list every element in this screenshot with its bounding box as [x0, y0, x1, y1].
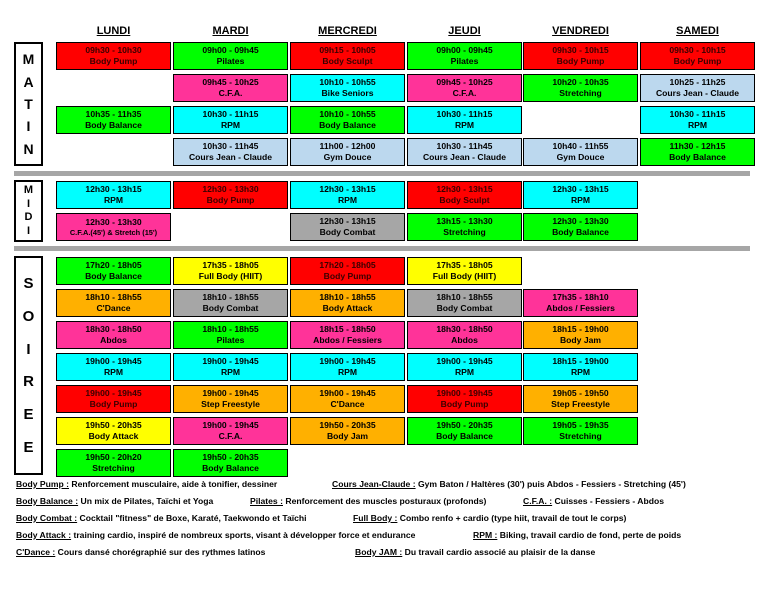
class-time: 19h00 - 19h45: [319, 356, 376, 367]
class-slot: [56, 213, 171, 241]
legend-description: Cours dansé chorégraphié sur des rythmes latinos: [55, 547, 266, 557]
legend-entry: [16, 513, 307, 523]
legend-entry: [523, 496, 664, 506]
class-time: 17h20 - 18h05: [319, 260, 376, 271]
class-slot: [173, 385, 288, 413]
class-slot: [640, 106, 755, 134]
class-time: 18h10 - 18h55: [319, 292, 376, 303]
class-slot: [173, 106, 288, 134]
class-name: Cours Jean - Claude: [655, 88, 740, 98]
class-slot: [173, 138, 288, 166]
class-time: 18h10 - 18h55: [436, 292, 493, 303]
class-slot: [290, 106, 405, 134]
class-name: C.F.A.: [218, 431, 243, 441]
class-slot: [407, 321, 522, 349]
class-slot: [56, 42, 171, 70]
class-name: C.F.A.: [218, 88, 243, 98]
legend-description: Biking, travail cardio de fond, perte de poids: [497, 530, 682, 540]
section-letter: E: [23, 406, 34, 424]
class-name: RPM: [687, 120, 708, 130]
class-slot: [56, 353, 171, 381]
class-slot: [56, 385, 171, 413]
class-time: 10h10 - 10h55: [319, 77, 376, 88]
class-time: 09h45 - 10h25: [202, 77, 259, 88]
legend-entry: [16, 496, 213, 506]
class-name: Body Balance: [85, 271, 142, 281]
class-time: 18h10 - 18h55: [85, 292, 142, 303]
class-name: Body Jam: [559, 335, 602, 345]
class-time: 10h30 - 11h15: [436, 109, 493, 120]
class-slot: [173, 321, 288, 349]
class-time: 19h00 - 19h45: [202, 388, 259, 399]
section-label-midi: [14, 180, 43, 242]
class-slot: [523, 74, 638, 102]
class-slot: [407, 42, 522, 70]
class-time: 09h30 - 10h30: [85, 45, 142, 56]
class-time: 12h30 - 13h15: [319, 184, 376, 195]
legend-description: training cardio, inspiré de nombreux sports, visant à développer force et endurance: [71, 530, 416, 540]
class-time: 18h15 - 19h00: [552, 324, 609, 335]
section-letter: D: [24, 211, 33, 224]
legend-description: Renforcement musculaire, aide à tonifier, dessiner: [69, 479, 278, 489]
class-time: 18h30 - 18h50: [85, 324, 142, 335]
class-time: 19h05 - 19h35: [552, 420, 609, 431]
class-name: RPM: [103, 367, 124, 377]
class-time: 19h50 - 20h20: [85, 452, 142, 463]
class-time: 18h30 - 18h50: [436, 324, 493, 335]
legend-term: Full Body :: [353, 513, 398, 523]
class-name: Stretching: [559, 88, 602, 98]
class-time: 17h35 - 18h10: [552, 292, 609, 303]
class-name: Body Balance: [552, 227, 609, 237]
class-slot: [640, 42, 755, 70]
class-name: Body Balance: [85, 120, 142, 130]
class-time: 19h50 - 20h35: [436, 420, 493, 431]
section-letter: O: [22, 307, 35, 325]
class-name: RPM: [570, 367, 591, 377]
day-header-jeudi: JEUDI: [448, 25, 481, 37]
class-name: RPM: [220, 367, 241, 377]
section-letter: S: [23, 274, 34, 292]
class-slot: [56, 289, 171, 317]
class-slot: [407, 213, 522, 241]
class-name: RPM: [337, 195, 358, 205]
section-letter: M: [22, 51, 35, 68]
legend-term: Pilates :: [250, 496, 283, 506]
class-name: Step Freestyle: [201, 399, 260, 409]
day-header-mercredi: MERCREDI: [318, 25, 377, 37]
class-slot: [407, 289, 522, 317]
class-name: RPM: [220, 120, 241, 130]
class-time: 19h50 - 20h35: [319, 420, 376, 431]
class-slot: [407, 257, 522, 285]
class-name: Body Balance: [202, 463, 259, 473]
class-name: Body Pump: [323, 271, 372, 281]
legend-description: Renforcement des muscles posturaux (profonds): [282, 496, 487, 506]
class-time: 09h30 - 10h15: [552, 45, 609, 56]
day-header-samedi: SAMEDI: [676, 25, 719, 37]
legend-entry: [332, 479, 686, 489]
class-time: 11h00 - 12h00: [319, 141, 376, 152]
class-time: 17h35 - 18h05: [436, 260, 493, 271]
legend-term: Body Combat :: [16, 513, 78, 523]
class-time: 09h15 - 10h05: [319, 45, 376, 56]
class-name: Body Sculpt: [439, 195, 490, 205]
class-time: 19h00 - 19h45: [85, 388, 142, 399]
class-time: 19h50 - 20h35: [85, 420, 142, 431]
class-name: Pilates: [450, 56, 479, 66]
class-time: 09h45 - 10h25: [436, 77, 493, 88]
class-slot: [290, 181, 405, 209]
class-time: 11h30 - 12h15: [669, 141, 726, 152]
class-name: Body Attack: [322, 303, 373, 313]
class-slot: [290, 353, 405, 381]
class-name: Gym Douce: [556, 152, 605, 162]
class-name: Abdos: [100, 335, 127, 345]
class-name: Stretching: [559, 431, 602, 441]
legend-term: C'Dance :: [16, 547, 56, 557]
class-slot: [290, 213, 405, 241]
section-separator: [14, 171, 750, 176]
class-time: 18h10 - 18h55: [202, 324, 259, 335]
class-slot: [290, 385, 405, 413]
class-name: Abdos: [451, 335, 478, 345]
class-time: 10h30 - 11h15: [669, 109, 726, 120]
class-slot: [523, 138, 638, 166]
class-slot: [407, 74, 522, 102]
class-slot: [56, 321, 171, 349]
class-slot: [56, 449, 171, 477]
class-slot: [523, 353, 638, 381]
class-time: 19h00 - 19h45: [436, 356, 493, 367]
legend-term: C.F.A. :: [523, 496, 553, 506]
class-name: Stretching: [92, 463, 135, 473]
class-name: Body Attack: [88, 431, 139, 441]
class-time: 12h30 - 13h30: [552, 216, 609, 227]
class-slot: [407, 181, 522, 209]
class-slot: [173, 417, 288, 445]
class-slot: [640, 74, 755, 102]
class-name: Body Pump: [206, 195, 255, 205]
class-time: 13h15 - 13h30: [436, 216, 493, 227]
class-slot: [407, 138, 522, 166]
class-name: Body Combat: [436, 303, 493, 313]
class-time: 19h00 - 19h45: [202, 356, 259, 367]
class-slot: [290, 42, 405, 70]
class-slot: [290, 138, 405, 166]
legend-entry: [250, 496, 486, 506]
section-letter: E: [23, 439, 34, 457]
class-name: RPM: [454, 120, 475, 130]
class-name: RPM: [337, 367, 358, 377]
class-name: C'Dance: [96, 303, 131, 313]
class-name: Body Jam: [326, 431, 369, 441]
class-slot: [523, 213, 638, 241]
class-time: 09h00 - 09h45: [202, 45, 259, 56]
legend-entry: [473, 530, 681, 540]
class-name: C'Dance: [330, 399, 365, 409]
class-slot: [523, 181, 638, 209]
class-time: 10h35 - 11h35: [85, 109, 142, 120]
section-letter: T: [24, 95, 33, 112]
legend-entry: [355, 547, 595, 557]
class-slot: [56, 106, 171, 134]
class-time: 19h00 - 19h45: [85, 356, 142, 367]
class-slot: [173, 449, 288, 477]
section-letter: I: [26, 340, 31, 358]
legend-term: Cours Jean-Claude :: [332, 479, 416, 489]
legend-entry: [16, 479, 277, 489]
class-time: 10h20 - 10h35: [552, 77, 609, 88]
class-slot: [523, 289, 638, 317]
class-time: 09h30 - 10h15: [669, 45, 726, 56]
legend-entry: [16, 530, 415, 540]
class-name: Body Pump: [440, 399, 489, 409]
class-name: Cours Jean - Claude: [188, 152, 273, 162]
section-letter: I: [26, 225, 31, 238]
section-label-soiree: [14, 256, 43, 475]
class-time: 19h50 - 20h35: [202, 452, 259, 463]
legend-description: Combo renfo + cardio (type hiit, travail de tout le corps): [397, 513, 627, 523]
section-letter: A: [23, 73, 34, 90]
class-name: Full Body (HIIT): [198, 271, 263, 281]
section-letter: I: [26, 118, 31, 135]
class-slot: [290, 257, 405, 285]
legend-term: Body JAM :: [355, 547, 403, 557]
class-name: Abdos / Fessiers: [313, 335, 382, 345]
class-time: 19h00 - 19h45: [436, 388, 493, 399]
class-name: Body Pump: [673, 56, 722, 66]
class-name: RPM: [454, 367, 475, 377]
class-slot: [173, 289, 288, 317]
class-slot: [290, 321, 405, 349]
legend-description: Cocktail "fitness" de Boxe, Karaté, Taekwondo et Taïchi: [77, 513, 307, 523]
day-header-vendredi: VENDREDI: [552, 25, 609, 37]
class-name: C.F.A.: [452, 88, 477, 98]
class-time: 12h30 - 13h15: [436, 184, 493, 195]
class-time: 19h00 - 19h45: [319, 388, 376, 399]
class-slot: [173, 353, 288, 381]
class-slot: [56, 181, 171, 209]
class-time: 10h30 - 11h15: [202, 109, 259, 120]
class-time: 09h00 - 09h45: [436, 45, 493, 56]
section-label-matin: [14, 42, 43, 166]
class-time: 18h15 - 19h00: [552, 356, 609, 367]
class-name: Body Balance: [319, 120, 376, 130]
class-name: Stretching: [443, 227, 486, 237]
legend-entry: [353, 513, 626, 523]
class-name: Step Freestyle: [551, 399, 610, 409]
class-name: Body Pump: [89, 56, 138, 66]
class-time: 19h00 - 19h45: [202, 420, 259, 431]
legend-description: Du travail cardio associé au plaisir de la danse: [402, 547, 596, 557]
class-slot: [56, 417, 171, 445]
class-slot: [523, 385, 638, 413]
class-slot: [407, 385, 522, 413]
class-time: 10h10 - 10h55: [319, 109, 376, 120]
class-slot: [290, 417, 405, 445]
class-time: 12h30 - 13h30: [85, 217, 142, 227]
section-letter: I: [26, 197, 31, 210]
class-name: Abdos / Fessiers: [546, 303, 615, 313]
class-time: 12h30 - 13h15: [319, 216, 376, 227]
day-header-mardi: MARDI: [212, 25, 249, 37]
class-time: 18h10 - 18h55: [202, 292, 259, 303]
legend-term: Body Pump :: [16, 479, 69, 489]
legend-description: Gym Baton / Haltères (30') puis Abdos - Fessiers - Stretching (45'): [415, 479, 686, 489]
class-name: Gym Douce: [323, 152, 372, 162]
class-slot: [173, 181, 288, 209]
class-slot: [407, 353, 522, 381]
class-time: 17h35 - 18h05: [202, 260, 259, 271]
class-slot: [173, 42, 288, 70]
class-slot: [173, 257, 288, 285]
class-name: Body Balance: [669, 152, 726, 162]
legend-description: Un mix de Pilates, Taïchi et Yoga: [78, 496, 214, 506]
class-name: Full Body (HIIT): [432, 271, 497, 281]
class-time: 10h40 - 11h55: [552, 141, 609, 152]
class-name: RPM: [103, 195, 124, 205]
class-name: C.F.A.(45') & Stretch (15'): [69, 227, 158, 237]
legend-entry: [16, 547, 265, 557]
class-time: 12h30 - 13h15: [85, 184, 142, 195]
section-letter: N: [23, 140, 34, 157]
class-time: 12h30 - 13h15: [552, 184, 609, 195]
class-slot: [290, 74, 405, 102]
class-name: Body Combat: [319, 227, 376, 237]
class-slot: [523, 417, 638, 445]
class-time: 19h05 - 19h50: [552, 388, 609, 399]
class-slot: [290, 289, 405, 317]
class-time: 17h20 - 18h05: [85, 260, 142, 271]
section-letter: M: [23, 183, 34, 196]
class-slot: [173, 74, 288, 102]
class-slot: [640, 138, 755, 166]
class-name: Pilates: [216, 56, 245, 66]
legend-term: Body Balance :: [16, 496, 79, 506]
class-slot: [56, 257, 171, 285]
class-slot: [407, 417, 522, 445]
class-name: Body Pump: [556, 56, 605, 66]
legend-description: Cuisses - Fessiers - Abdos: [552, 496, 665, 506]
class-time: 10h25 - 11h25: [669, 77, 726, 88]
section-letter: R: [23, 373, 34, 391]
class-name: Bike Seniors: [321, 88, 374, 98]
class-time: 10h30 - 11h45: [202, 141, 259, 152]
class-slot: [523, 321, 638, 349]
day-header-lundi: LUNDI: [96, 25, 131, 37]
legend-term: Body Attack :: [16, 530, 72, 540]
class-time: 10h30 - 11h45: [436, 141, 493, 152]
class-name: RPM: [570, 195, 591, 205]
class-name: Body Balance: [436, 431, 493, 441]
class-name: Pilates: [216, 335, 245, 345]
class-name: Body Combat: [202, 303, 259, 313]
class-slot: [523, 42, 638, 70]
section-separator: [14, 246, 750, 251]
class-name: Body Sculpt: [322, 56, 373, 66]
legend-term: RPM :: [473, 530, 498, 540]
class-time: 12h30 - 13h30: [202, 184, 259, 195]
class-name: Body Pump: [89, 399, 138, 409]
class-name: Cours Jean - Claude: [422, 152, 507, 162]
class-slot: [407, 106, 522, 134]
class-time: 18h15 - 18h50: [319, 324, 376, 335]
